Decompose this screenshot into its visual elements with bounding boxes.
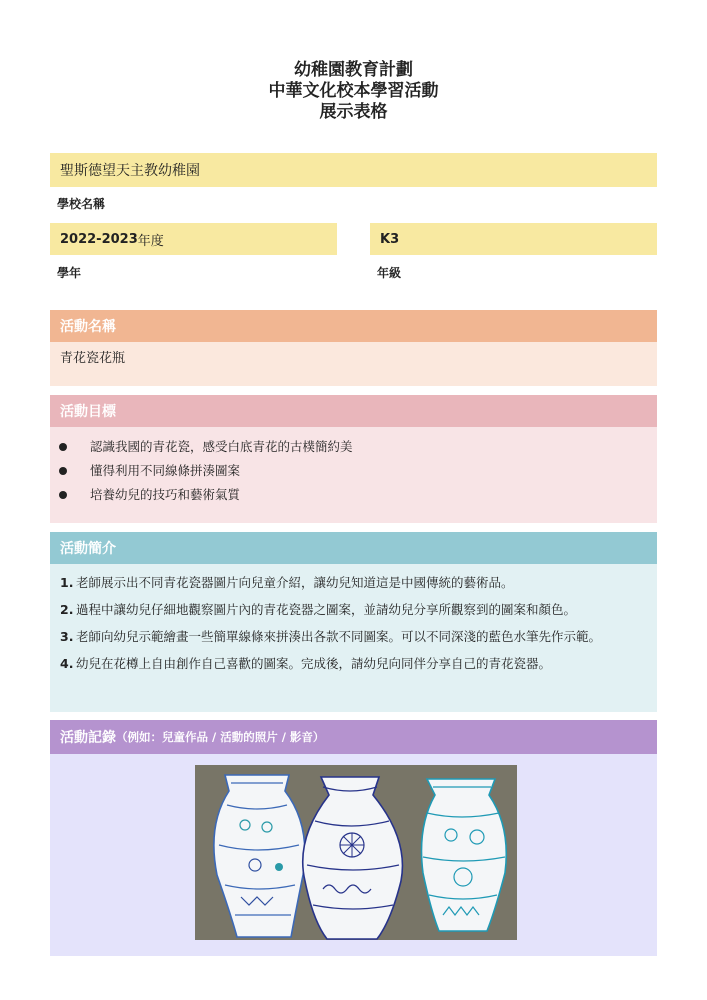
- list-item-number: 1.: [60, 575, 74, 590]
- list-item: [60, 599, 649, 621]
- record-body: [50, 754, 657, 956]
- activity-name-heading: [50, 310, 657, 342]
- list-item-text: 過程中讓幼兒仔細地觀察圖片內的青花瓷器之圖案，並請幼兒分享所觀察到的圖案和顏色。: [76, 602, 577, 617]
- summary-body: [50, 564, 657, 712]
- list-item-number: 4.: [60, 656, 74, 671]
- page-title-line-1: 幼稚園教育計劃: [294, 60, 413, 80]
- record-heading-note: （例如：兒童作品 / 活動的照片 / 影音）: [116, 730, 325, 744]
- list-item-number: 2.: [60, 602, 74, 617]
- school-year-suffix: 年度: [137, 233, 164, 249]
- list-item-text: 幼兒在花樽上自由創作自己喜歡的圖案。完成後，請幼兒向同伴分享自己的青花瓷器。: [76, 656, 552, 671]
- list-item-text: 老師向幼兒示範繪畫一些簡單線條來拼湊出各款不同圖案。可以不同深淺的藍色水筆先作示範。: [76, 629, 602, 644]
- school-year-caption: 學年: [57, 266, 82, 280]
- list-item: [60, 572, 649, 594]
- activity-name-value: 青花瓷花瓶: [60, 351, 126, 366]
- school-name-caption: 學校名稱: [57, 197, 106, 211]
- school-year-field: [50, 223, 337, 255]
- list-item: [60, 653, 649, 675]
- list-item: 認識我國的青花瓷，感受白底青花的古樸簡約美: [50, 435, 657, 459]
- page-header: [0, 60, 707, 123]
- record-heading: [50, 720, 657, 754]
- objectives-heading-text: 活動目標: [60, 404, 116, 420]
- summary-list: [50, 564, 657, 675]
- school-name-field: [50, 153, 657, 187]
- objectives-body: [50, 427, 657, 523]
- school-year-number: 2022-2023: [60, 231, 138, 247]
- school-name-value: 聖斯德望天主教幼稚園: [60, 163, 200, 179]
- grade-caption: 年級: [377, 266, 402, 280]
- vase-artwork-3-icon: [422, 779, 507, 931]
- activity-name-body: [50, 342, 657, 386]
- list-item: 懂得利用不同線條拼湊圖案: [50, 459, 657, 483]
- list-item: [60, 626, 649, 648]
- grade-value: K3: [380, 231, 400, 247]
- page-title-line-2: 中華文化校本學習活動: [268, 81, 439, 101]
- list-item-number: 3.: [60, 629, 74, 644]
- list-item-text: 老師展示出不同青花瓷器圖片向兒童介紹，讓幼兒知道這是中國傳統的藝術品。: [76, 575, 514, 590]
- objectives-list: [50, 427, 657, 507]
- summary-heading: [50, 532, 657, 564]
- objectives-heading: [50, 395, 657, 427]
- activity-photo: [195, 765, 517, 940]
- record-heading-text: 活動記錄: [60, 730, 116, 746]
- list-item: 培養幼兒的技巧和藝術氣質: [50, 483, 657, 507]
- grade-field: [370, 223, 657, 255]
- summary-heading-text: 活動簡介: [60, 541, 116, 557]
- activity-name-heading-text: 活動名稱: [60, 319, 116, 335]
- page-title-line-3: 展示表格: [319, 102, 388, 122]
